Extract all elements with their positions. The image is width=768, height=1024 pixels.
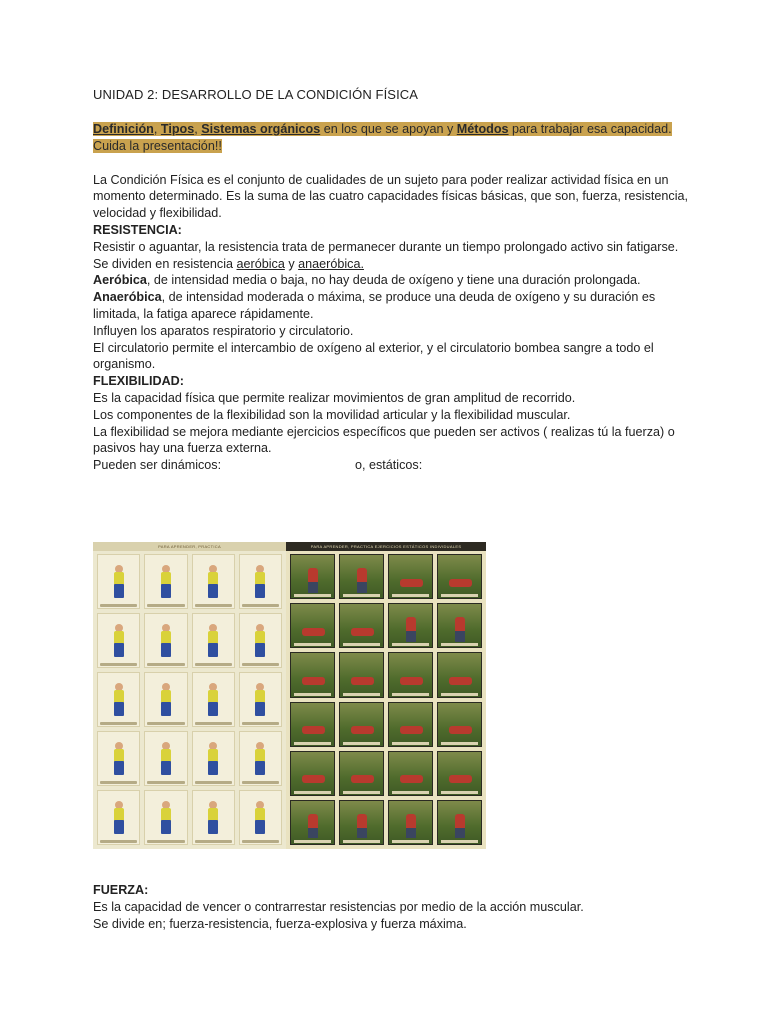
exercise-figure xyxy=(192,554,235,609)
exercise-photo xyxy=(339,554,384,599)
exercise-photo xyxy=(339,751,384,796)
resistencia-p2-y: y xyxy=(284,256,299,271)
exercise-photo xyxy=(290,603,335,648)
exercise-photo xyxy=(388,800,433,845)
exercise-figure xyxy=(144,672,187,727)
exercise-photo xyxy=(290,702,335,747)
estaticos-label: o, estáticos: xyxy=(355,458,423,473)
instruction-highlight xyxy=(93,121,693,155)
resistencia-heading: RESISTENCIA: xyxy=(93,222,182,237)
exercise-figure xyxy=(239,672,282,727)
aerobica-paragraph xyxy=(93,272,693,289)
flexibilidad-types-line xyxy=(93,457,693,474)
exercise-photo xyxy=(437,751,482,796)
aerobica-text: , de intensidad media o baja, no hay deuda de oxígeno y tiene una duración prolongada. xyxy=(146,273,641,288)
exercise-photo xyxy=(437,652,482,697)
flexibilidad-p2: Los componentes de la flexibilidad son la movilidad articular y la flexibilidad muscular. xyxy=(93,407,571,422)
flexibility-exercise-images xyxy=(93,542,486,849)
exercise-figure xyxy=(192,613,235,668)
exercise-figure xyxy=(239,790,282,845)
resistencia-p6: El circulatorio permite el intercambio de oxígeno al exterior, y el circulatorio bombea sangre a todo el organismo. xyxy=(93,340,654,372)
exercise-photo xyxy=(388,554,433,599)
exercise-photo xyxy=(437,603,482,648)
exercise-photo xyxy=(339,702,384,747)
exercise-figure xyxy=(97,554,140,609)
exercise-photo xyxy=(290,554,335,599)
flexibilidad-p3: La flexibilidad se mejora mediante ejercicios específicos que pueden ser activos ( realizas tú la fuerza) o pasivos hay una fuerza externa. xyxy=(93,424,675,456)
page-title: UNIDAD 2: DESARROLLO DE LA CONDICIÓN FÍSICA xyxy=(93,87,419,102)
exercise-photo xyxy=(290,800,335,845)
exercise-figure xyxy=(97,613,140,668)
dynamic-exercises-image xyxy=(93,542,286,849)
exercise-photo xyxy=(388,603,433,648)
instruction-sistemas: Sistemas orgánicos xyxy=(201,122,321,136)
resistencia-p2-start: Se dividen en resistencia xyxy=(93,256,237,271)
instruction-metodos: Métodos xyxy=(456,122,509,136)
exercise-photo xyxy=(339,800,384,845)
exercise-photo xyxy=(290,751,335,796)
exercise-figure xyxy=(144,731,187,786)
anaerobica-paragraph xyxy=(93,289,693,323)
exercise-photo xyxy=(388,652,433,697)
exercise-figure xyxy=(144,554,187,609)
exercise-photo xyxy=(339,652,384,697)
exercise-figure xyxy=(239,731,282,786)
exercise-photo xyxy=(339,603,384,648)
anaerobica-text: , de intensidad moderada o máxima, se produce una deuda de oxígeno y su duración es limitada, la fatiga aparece rápidamente. xyxy=(93,290,656,321)
exercise-photo xyxy=(437,554,482,599)
dynamic-image-header: PARA APRENDER, PRACTICA xyxy=(93,542,286,551)
instruction-end: para trabajar esa capacidad. Cuida la presentación!! xyxy=(93,122,672,153)
flexibilidad-heading: FLEXIBILIDAD: xyxy=(93,374,184,389)
resistencia-p1: Resistir o aguantar, la resistencia trata de permanecer durante un tiempo prolongado activo sin fatigarse. xyxy=(93,239,679,254)
exercise-photo xyxy=(388,702,433,747)
static-photo-grid xyxy=(290,554,482,845)
exercise-photo xyxy=(437,800,482,845)
exercise-figure xyxy=(144,613,187,668)
exercise-photo xyxy=(437,702,482,747)
fuerza-heading: FUERZA: xyxy=(93,883,149,897)
instruction-comma-1: , xyxy=(153,122,161,136)
exercise-figure xyxy=(192,790,235,845)
static-image-header: PARA APRENDER, PRACTICA EJERCICIOS ESTÁTICOS INDIVIDUALES xyxy=(286,542,486,551)
instruction-comma-2: , xyxy=(194,122,202,136)
fuerza-p1: Es la capacidad de vencer o contrarrestar resistencias por medio de la acción muscular. xyxy=(93,899,584,914)
dynamic-figure-grid xyxy=(97,554,282,845)
document-page xyxy=(93,86,693,474)
instruction-mid: en los que se apoyan y xyxy=(320,122,457,136)
exercise-figure xyxy=(239,613,282,668)
exercise-figure xyxy=(192,672,235,727)
resistencia-p5: Influyen los aparatos respiratorio y circulatorio. xyxy=(93,323,354,338)
fuerza-section xyxy=(93,882,693,932)
fuerza-p2: Se divide en; fuerza-resistencia, fuerza-explosiva y fuerza máxima. xyxy=(93,916,467,931)
exercise-photo xyxy=(290,652,335,697)
resistencia-p2 xyxy=(93,256,693,273)
exercise-figure xyxy=(239,554,282,609)
exercise-figure xyxy=(97,672,140,727)
dinamicos-label: Pueden ser dinámicos: xyxy=(93,458,222,473)
exercise-figure xyxy=(192,731,235,786)
flexibilidad-p1: Es la capacidad física que permite realizar movimientos de gran amplitud de recorrido. xyxy=(93,390,576,405)
aerobica-link: aeróbica xyxy=(236,256,285,271)
static-exercises-image xyxy=(286,542,486,849)
exercise-figure xyxy=(144,790,187,845)
anaerobica-link: anaeróbica. xyxy=(298,256,364,271)
instruction-definicion: Definición xyxy=(93,122,154,136)
intro-paragraph: La Condición Física es el conjunto de cualidades de un sujeto para poder realizar actividad física en un momento determinado. Es la suma de las cuatro capacidades físicas básicas, que son, fuerza, resistencia, velocidad y flexibilidad. xyxy=(93,172,689,221)
anaerobica-label: Anaeróbica xyxy=(93,290,162,305)
exercise-figure xyxy=(97,731,140,786)
exercise-photo xyxy=(388,751,433,796)
exercise-figure xyxy=(97,790,140,845)
instruction-tipos: Tipos xyxy=(160,122,195,136)
aerobica-label: Aeróbica xyxy=(93,273,147,288)
